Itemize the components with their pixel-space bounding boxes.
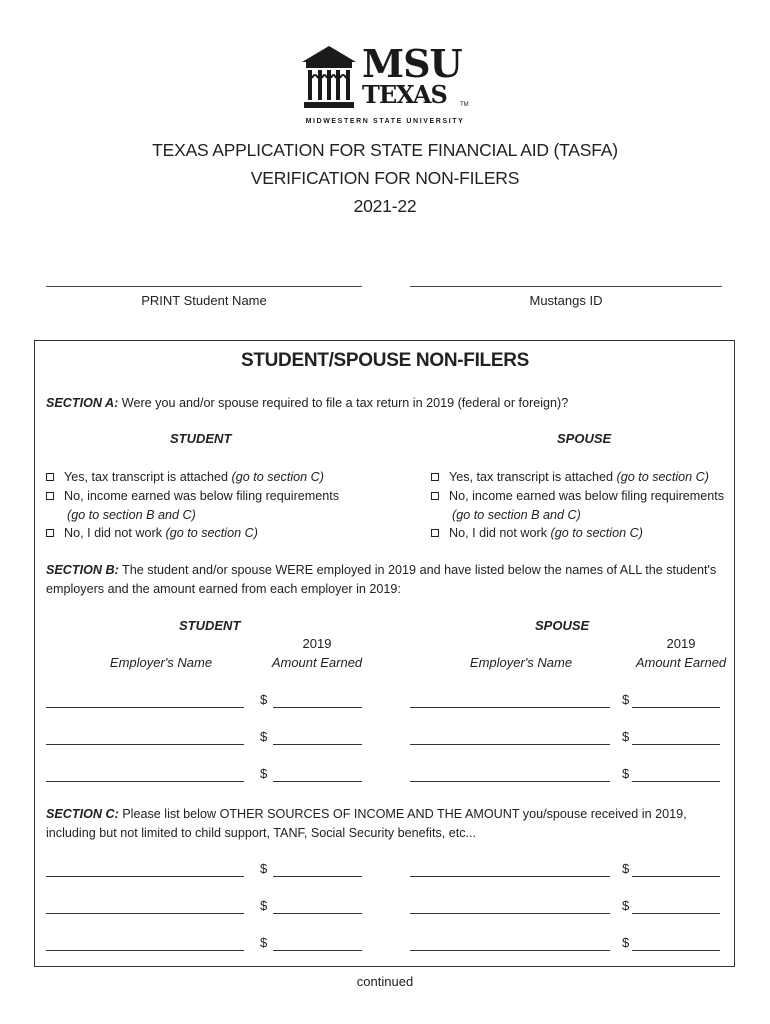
student-amount-col: Amount Earned (271, 655, 363, 670)
checkbox-icon[interactable] (46, 492, 54, 500)
option-label: No, income earned was below filing requirements (64, 489, 340, 503)
option-note: (go to section C) (550, 526, 643, 540)
student-option-yes[interactable] (46, 468, 324, 487)
student-amount-field[interactable] (273, 744, 362, 745)
section-b-text (46, 561, 726, 599)
logo-wordmark-texas: TEXAS (362, 80, 447, 109)
section-a-student-heading: STUDENT (170, 431, 232, 446)
box-title: STUDENT/SPOUSE NON-FILERS (240, 350, 530, 371)
checkbox-icon[interactable] (431, 492, 439, 500)
continued-note: continued (356, 974, 414, 989)
spouse-amount-col: Amount Earned (635, 655, 727, 670)
dollar-sign: $ (622, 692, 630, 707)
spouse-year-label: 2019 (666, 636, 696, 651)
student-income-amount-field[interactable] (273, 876, 362, 877)
option-label: No, I did not work (64, 526, 166, 540)
spouse-option-yes[interactable] (431, 468, 709, 487)
dollar-sign: $ (622, 729, 630, 744)
student-name-field[interactable] (46, 286, 362, 287)
checkbox-icon[interactable] (431, 473, 439, 481)
student-income-amount-field[interactable] (273, 950, 362, 951)
student-option-no-below-note (67, 506, 196, 525)
title-line-3: 2021-22 (353, 196, 417, 216)
spouse-amount-field[interactable] (632, 707, 720, 708)
student-employer-field[interactable] (46, 781, 244, 782)
student-income-source-field[interactable] (46, 876, 244, 877)
student-employer-field[interactable] (46, 707, 244, 708)
student-name-caption: PRINT Student Name (141, 293, 267, 308)
section-a-question (46, 394, 726, 413)
student-year-label: 2019 (302, 636, 332, 651)
checkbox-icon[interactable] (431, 529, 439, 537)
student-id-field[interactable] (410, 286, 722, 287)
dollar-sign: $ (260, 861, 268, 876)
msu-texas-logo (300, 41, 470, 130)
dollar-sign: $ (260, 729, 268, 744)
spouse-income-amount-field[interactable] (632, 876, 720, 877)
student-employer-field[interactable] (46, 744, 244, 745)
spouse-option-no-below[interactable] (431, 487, 724, 506)
section-b-student-heading: STUDENT (179, 618, 241, 633)
option-note: (go to section B and C) (452, 508, 581, 522)
option-note: (go to section C) (165, 526, 258, 540)
option-note: (go to section B and C) (67, 508, 196, 522)
student-income-source-field[interactable] (46, 950, 244, 951)
title-line-2: VERIFICATION FOR NON-FILERS (250, 168, 520, 188)
spouse-income-source-field[interactable] (410, 876, 610, 877)
student-employer-col: Employer's Name (109, 655, 213, 670)
non-filers-box (34, 340, 735, 967)
section-c-body: Please list below OTHER SOURCES OF INCOME AND THE AMOUNT you/spouse received in 2019, including but not limited to child support, TANF, Social Security benefits, etc... (46, 807, 687, 840)
option-note: (go to section C) (231, 470, 324, 484)
section-c-label: SECTION C: (46, 807, 119, 821)
spouse-income-amount-field[interactable] (632, 950, 720, 951)
spouse-income-amount-field[interactable] (632, 913, 720, 914)
spouse-income-source-field[interactable] (410, 913, 610, 914)
dollar-sign: $ (622, 766, 630, 781)
checkbox-icon[interactable] (46, 473, 54, 481)
student-amount-field[interactable] (273, 781, 362, 782)
clock-tower-icon (300, 44, 358, 110)
student-option-no-work[interactable] (46, 524, 258, 543)
logo-wordmark-msu: MSU (362, 41, 462, 86)
dollar-sign: $ (622, 861, 630, 876)
dollar-sign: $ (260, 692, 268, 707)
option-label: Yes, tax transcript is attached (64, 470, 232, 484)
dollar-sign: $ (260, 935, 268, 950)
spouse-amount-field[interactable] (632, 781, 720, 782)
section-b-label: SECTION B: (46, 563, 119, 577)
checkbox-icon[interactable] (46, 529, 54, 537)
form-title (0, 136, 770, 220)
spouse-employer-field[interactable] (410, 707, 610, 708)
logo-trademark: TM (460, 102, 469, 108)
spouse-income-source-field[interactable] (410, 950, 610, 951)
spouse-amount-field[interactable] (632, 744, 720, 745)
spouse-option-no-work[interactable] (431, 524, 643, 543)
spouse-employer-field[interactable] (410, 781, 610, 782)
section-b-body: The student and/or spouse WERE employed in 2019 and have listed below the names of ALL the student's employers and the amount earned from each employer in 2019: (46, 563, 717, 596)
option-note: (go to section C) (616, 470, 709, 484)
student-income-amount-field[interactable] (273, 913, 362, 914)
dollar-sign: $ (622, 898, 630, 913)
option-label: No, income earned was below filing requirements (449, 489, 725, 503)
option-label: Yes, tax transcript is attached (449, 470, 617, 484)
dollar-sign: $ (260, 898, 268, 913)
section-c-text (46, 805, 726, 843)
title-line-1: TEXAS APPLICATION FOR STATE FINANCIAL AID (TASFA) (152, 140, 618, 160)
dollar-sign: $ (260, 766, 268, 781)
spouse-option-no-below-note (452, 506, 581, 525)
student-amount-field[interactable] (273, 707, 362, 708)
spouse-employer-col: Employer's Name (469, 655, 573, 670)
section-b-spouse-heading: SPOUSE (535, 618, 590, 633)
student-id-caption: Mustangs ID (529, 293, 603, 308)
section-a-spouse-heading: SPOUSE (557, 431, 612, 446)
option-label: No, I did not work (449, 526, 551, 540)
section-a-text: Were you and/or spouse required to file a tax return in 2019 (federal or foreign)? (118, 396, 569, 410)
student-option-no-below[interactable] (46, 487, 339, 506)
student-income-source-field[interactable] (46, 913, 244, 914)
spouse-employer-field[interactable] (410, 744, 610, 745)
section-a-label: SECTION A: (46, 396, 119, 410)
dollar-sign: $ (622, 935, 630, 950)
logo-subtitle: MIDWESTERN STATE UNIVERSITY (305, 118, 465, 125)
